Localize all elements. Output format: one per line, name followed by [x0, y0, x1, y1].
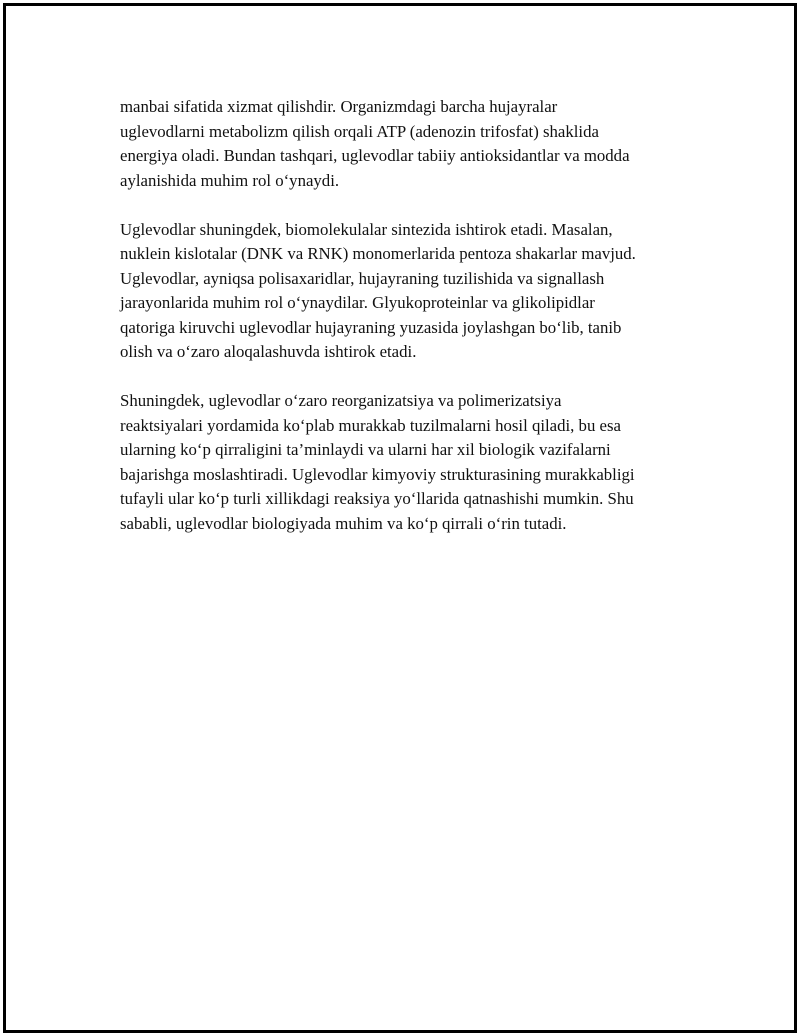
- text-line: reaktsiyalari yordamida ko‘plab murakkab tuzilmalarni hosil qiladi, bu esa: [120, 415, 621, 435]
- paragraph-2: [120, 218, 690, 365]
- text-line: qatoriga kiruvchi uglevodlar hujayraning yuzasida joylashgan bo‘lib, tanib: [120, 317, 622, 337]
- text-line: sababli, uglevodlar biologiyada muhim va ko‘p qirrali o‘rin tutadi.: [120, 513, 567, 533]
- text-line: manbai sifatida xizmat qilishdir. Organizmdagi barcha hujayralar: [120, 97, 558, 116]
- document-page: [3, 3, 797, 1033]
- paragraph-1: [120, 95, 690, 193]
- text-line: olish va o‘zaro aloqalashuvda ishtirok etadi.: [120, 342, 417, 361]
- text-line: jarayonlarida muhim rol o‘ynaydilar. Glyukoproteinlar va glikolipidlar: [120, 293, 595, 312]
- document-body: [120, 95, 690, 561]
- paragraph-3: [120, 389, 690, 536]
- text-line: Uglevodlar shuningdek, biomolekulalar sintezida ishtirok etadi. Masalan,: [120, 219, 613, 239]
- text-line: uglevodlarni metabolizm qilish orqali ATP (adenozin trifosfat) shaklida: [120, 121, 599, 141]
- text-line: bajarishga moslashtiradi. Uglevodlar kimyoviy strukturasining murakkabligi: [120, 464, 635, 484]
- text-line: tufayli ular ko‘p turli xillikdagi reaksiya yo‘llarida qatnashishi mumkin. Shu: [120, 489, 634, 508]
- text-line: ularning ko‘p qirraligini ta’minlaydi va ularni har xil biologik vazifalarni: [120, 440, 611, 459]
- text-line: Uglevodlar, ayniqsa polisaxaridlar, hujayraning tuzilishida va signallash: [120, 268, 605, 288]
- text-line: aylanishida muhim rol o‘ynaydi.: [120, 170, 340, 190]
- text-line: nuklein kislotalar (DNK va RNK) monomerlarida pentoza shakarlar mavjud.: [120, 244, 636, 263]
- text-line: energiya oladi. Bundan tashqari, uglevodlar tabiiy antioksidantlar va modda: [120, 146, 630, 165]
- text-line: Shuningdek, uglevodlar o‘zaro reorganizatsiya va polimerizatsiya: [120, 391, 562, 410]
